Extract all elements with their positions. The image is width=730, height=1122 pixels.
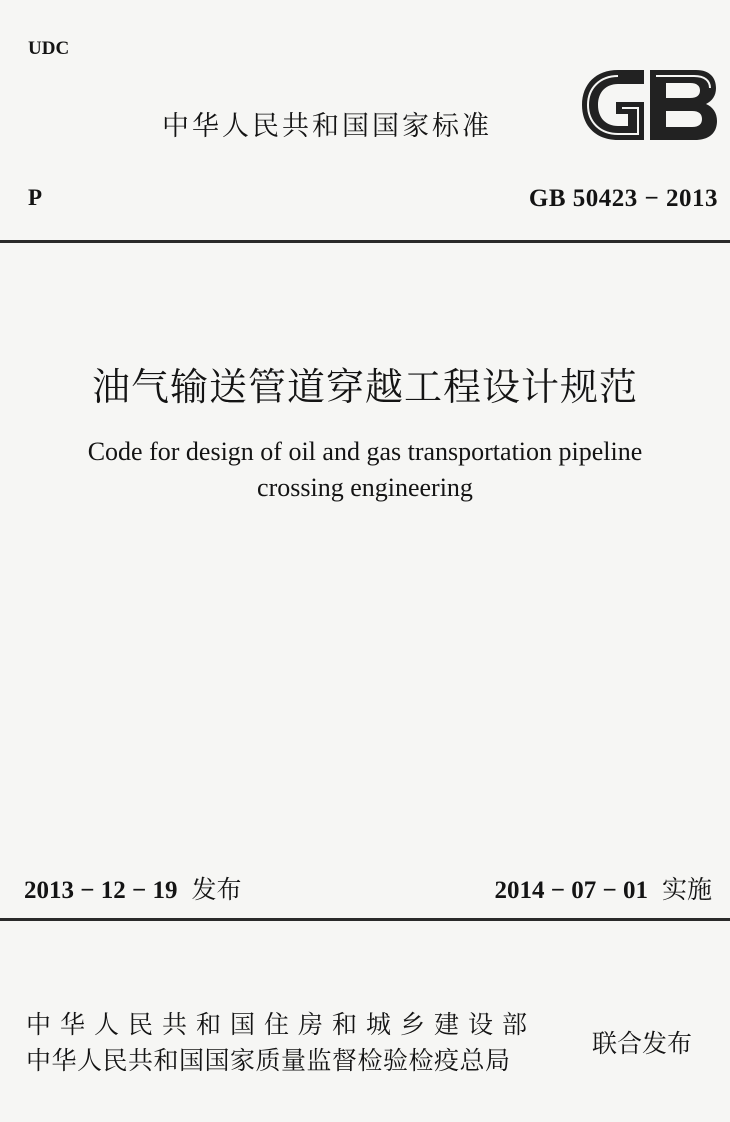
classification-code: P <box>28 185 43 210</box>
effective-label: 实施 <box>661 875 712 904</box>
title-english-line-2: crossing engineering <box>257 473 473 502</box>
issue-label: 发布 <box>191 875 242 904</box>
publisher-ministry-housing: 中华人民共和国住房和城乡建设部 <box>26 1010 537 1039</box>
issue-date: 2013 − 12 − 19 <box>24 877 178 904</box>
gb-logo <box>578 66 720 144</box>
title-english <box>40 434 690 506</box>
publisher-aqsiq: 中华人民共和国国家质量监督检验检疫总局 <box>26 1046 511 1075</box>
header-divider <box>0 240 730 243</box>
footer-divider <box>0 918 730 921</box>
issue-date-block <box>24 870 242 906</box>
effective-date: 2014 − 07 − 01 <box>494 877 648 904</box>
udc-label: UDC <box>28 38 70 59</box>
effective-date-block <box>494 870 712 906</box>
standard-number: GB 50423 − 2013 <box>528 185 718 212</box>
standard-category: 中华人民共和国国家标准 <box>162 111 492 142</box>
title-chinese: 油气输送管道穿越工程设计规范 <box>91 365 638 409</box>
title-english-line-1: Code for design of oil and gas transportation pipeline <box>87 437 643 466</box>
joint-release-label: 联合发布 <box>592 1029 693 1058</box>
